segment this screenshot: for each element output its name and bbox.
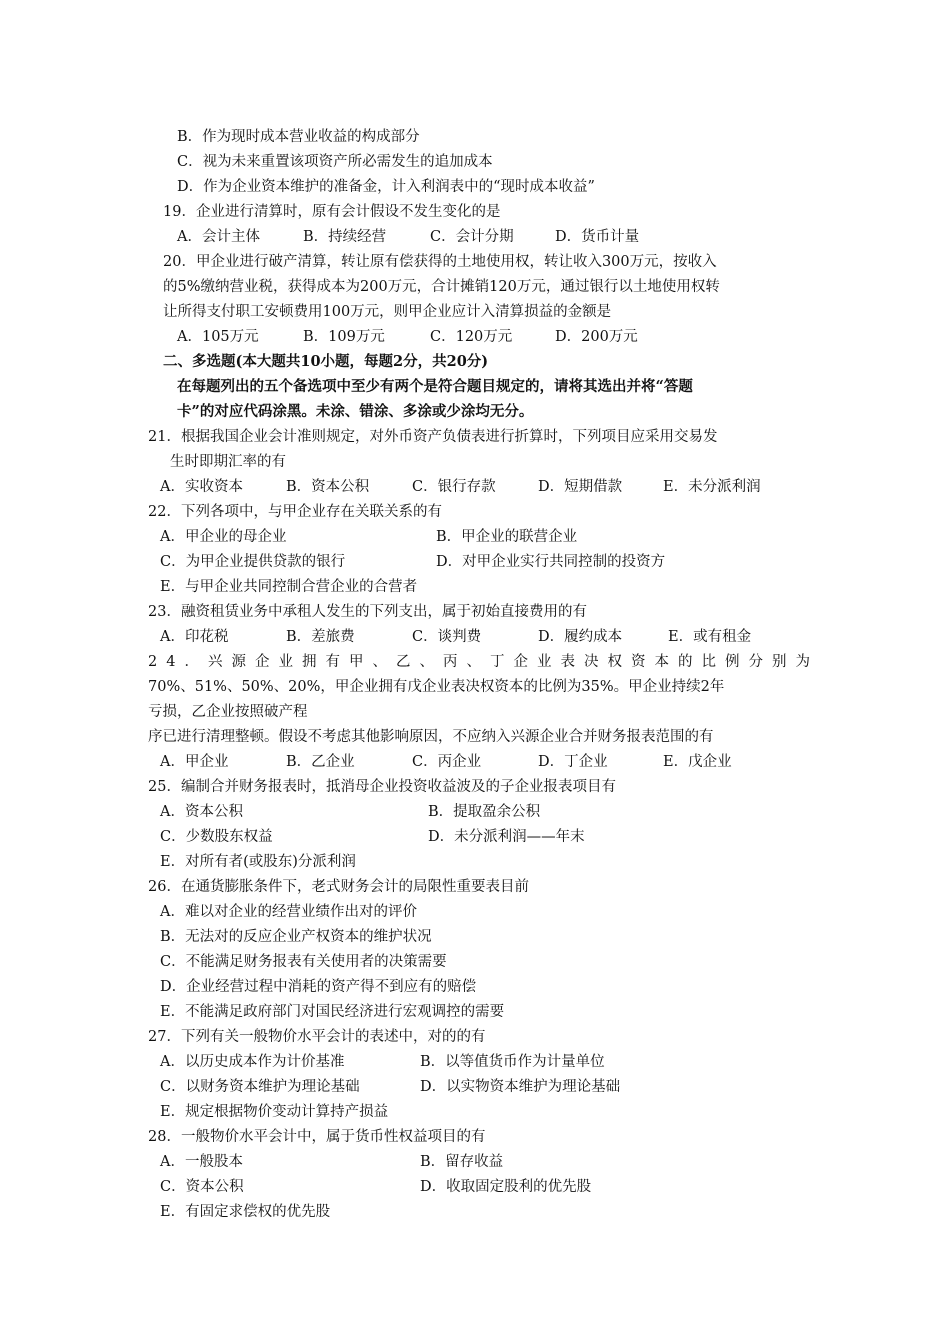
q26-stem: 26．在通货膨胀条件下，老式财务会计的局限性重要表目前 bbox=[148, 879, 529, 895]
q26-option-d: D．企业经营过程中消耗的资产得不到应有的赔偿 bbox=[160, 979, 477, 995]
q25-option-e: E．对所有者(或股东)分派利润 bbox=[160, 854, 356, 870]
q20-option-a: A．105万元 bbox=[177, 329, 259, 345]
q19-stem: 19．企业进行清算时，原有会计假设不发生变化的是 bbox=[163, 204, 501, 220]
q28-option-c: C．资本公积 bbox=[160, 1179, 244, 1195]
q23-option-e: E．或有租金 bbox=[668, 629, 752, 645]
q22-option-c: C．为甲企业提供贷款的银行 bbox=[160, 554, 346, 570]
q27-option-c: C．以财务资本维护为理论基础 bbox=[160, 1079, 360, 1095]
q22-option-e: E．与甲企业共同控制合营企业的合营者 bbox=[160, 579, 418, 595]
q21-stem-line1: 21．根据我国企业会计准则规定，对外币资产负债表进行折算时，下列项目应采用交易发 bbox=[148, 429, 718, 445]
q22-stem: 22．下列各项中，与甲企业存在关联关系的有 bbox=[148, 504, 442, 520]
q27-option-a: A．以历史成本作为计价基准 bbox=[160, 1054, 345, 1070]
q23-option-d: D．履约成本 bbox=[538, 629, 623, 645]
q24-option-b: B．乙企业 bbox=[286, 754, 355, 770]
q24-stem-line4: 序已进行清理整顿。假设不考虑其他影响原因，不应纳入兴源企业合并财务报表范围的有 bbox=[148, 729, 714, 745]
q28-option-a: A．一般股本 bbox=[160, 1154, 243, 1170]
q22-option-d: D．对甲企业实行共同控制的投资方 bbox=[436, 554, 666, 570]
q20-stem-line3: 让所得支付职工安顿费用100万元，则甲企业应计入清算损益的金额是 bbox=[163, 304, 612, 320]
q21-option-a: A．实收资本 bbox=[160, 479, 243, 495]
q21-option-c: C．银行存款 bbox=[412, 479, 496, 495]
q25-option-d: D．未分派利润——年末 bbox=[428, 829, 585, 845]
q23-option-b: B．差旅费 bbox=[286, 629, 355, 645]
section2-title: 二、多选题(本大题共10小题，每题2分，共20分) bbox=[163, 353, 489, 370]
q20-option-d: D．200万元 bbox=[555, 329, 638, 345]
q24-stem-line3: 亏损，乙企业按照破产程 bbox=[148, 704, 308, 720]
q20-option-b: B．109万元 bbox=[303, 329, 385, 345]
section2-instruction-line2: 卡”的对应代码涂黑。未涂、错涂、多涂或少涂均无分。 bbox=[177, 403, 534, 420]
q20-stem-line2: 的5%缴纳营业税，获得成本为200万元，合计摊销120万元，通过银行以土地使用权转 bbox=[163, 279, 720, 295]
q22-option-b: B．甲企业的联营企业 bbox=[436, 529, 578, 545]
q24-option-a: A．甲企业 bbox=[160, 754, 229, 770]
q25-option-c: C．少数股东权益 bbox=[160, 829, 273, 845]
q18-option-d: D．作为企业资本维护的准备金，计入利润表中的“现时成本收益” bbox=[177, 179, 595, 195]
q22-option-a: A．甲企业的母企业 bbox=[160, 529, 287, 545]
q21-option-b: B．资本公积 bbox=[286, 479, 370, 495]
q25-option-b: B．提取盈余公积 bbox=[428, 804, 541, 820]
q24-option-c: C．丙企业 bbox=[412, 754, 482, 770]
q27-option-e: E．规定根据物价变动计算持产损益 bbox=[160, 1104, 389, 1120]
q26-option-e: E．不能满足政府部门对国民经济进行宏观调控的需要 bbox=[160, 1004, 505, 1020]
q25-option-a: A．资本公积 bbox=[160, 804, 243, 820]
q21-stem-line2: 生时即期汇率的有 bbox=[170, 454, 286, 470]
q26-option-c: C．不能满足财务报表有关使用者的决策需要 bbox=[160, 954, 447, 970]
q23-option-c: C．谈判费 bbox=[412, 629, 482, 645]
q19-option-d: D．货币计量 bbox=[555, 229, 640, 245]
q25-stem: 25．编制合并财务报表时，抵消母企业投资收益波及的子企业报表项目有 bbox=[148, 779, 616, 795]
q20-stem-line1: 20．甲企业进行破产清算，转让原有偿获得的土地使用权，转让收入300万元，按收入 bbox=[163, 254, 717, 270]
q24-option-e: E．戊企业 bbox=[663, 754, 732, 770]
q18-option-c: C．视为未来重置该项资产所必需发生的追加成本 bbox=[177, 154, 493, 170]
section2-instruction-line1: 在每题列出的五个备选项中至少有两个是符合题目规定的，请将其选出并将“答题 bbox=[177, 378, 693, 395]
q24-stem-line1: 24．兴源企业拥有甲、乙、丙、丁企业表决权资本的比例分别为 bbox=[148, 654, 819, 670]
q28-option-d: D．收取固定股利的优先股 bbox=[420, 1179, 592, 1195]
q26-option-a: A．难以对企业的经营业绩作出对的评价 bbox=[160, 904, 417, 920]
q19-option-b: B．持续经营 bbox=[303, 229, 387, 245]
q27-stem: 27．下列有关一般物价水平会计的表述中，对的的有 bbox=[148, 1029, 486, 1045]
q20-option-c: C．120万元 bbox=[430, 329, 513, 345]
q28-option-e: E．有固定求偿权的优先股 bbox=[160, 1204, 331, 1220]
q19-option-c: C．会计分期 bbox=[430, 229, 514, 245]
q18-option-b: B．作为现时成本营业收益的构成部分 bbox=[177, 129, 420, 145]
q24-option-d: D．丁企业 bbox=[538, 754, 608, 770]
q23-stem: 23．融资租赁业务中承租人发生的下列支出，属于初始直接费用的有 bbox=[148, 604, 587, 620]
q27-option-b: B．以等值货币作为计量单位 bbox=[420, 1054, 605, 1070]
q23-option-a: A．印花税 bbox=[160, 629, 229, 645]
q24-stem-line2: 70%、51%、50%、20%，甲企业拥有戊企业表决权资本的比例为35%。甲企业持续2年 bbox=[148, 679, 725, 695]
q21-option-e: E．未分派利润 bbox=[663, 479, 761, 495]
q19-option-a: A．会计主体 bbox=[177, 229, 260, 245]
q21-option-d: D．短期借款 bbox=[538, 479, 623, 495]
q26-option-b: B．无法对的反应企业产权资本的维护状况 bbox=[160, 929, 432, 945]
q28-stem: 28．一般物价水平会计中，属于货币性权益项目的有 bbox=[148, 1129, 486, 1145]
q27-option-d: D．以实物资本维护为理论基础 bbox=[420, 1079, 621, 1095]
q28-option-b: B．留存收益 bbox=[420, 1154, 504, 1170]
